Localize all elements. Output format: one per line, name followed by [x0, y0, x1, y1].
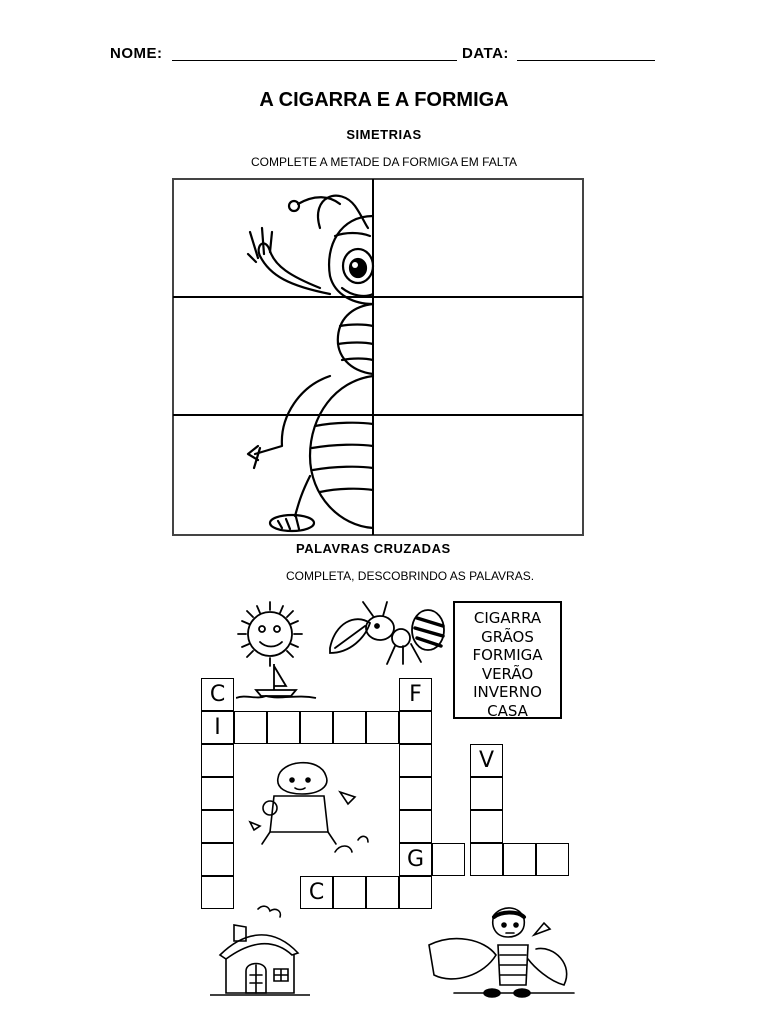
crossword-cell[interactable] — [399, 744, 432, 777]
clue-letter-c: C — [209, 681, 226, 707]
crossword-cell[interactable] — [470, 810, 503, 843]
crossword-cell[interactable] — [201, 711, 234, 744]
crossword-cell[interactable] — [333, 876, 366, 909]
crossword-cell[interactable] — [399, 843, 432, 876]
crossword-cell[interactable] — [399, 777, 432, 810]
crossword-cell[interactable] — [333, 711, 366, 744]
crossword-cell[interactable] — [201, 843, 234, 876]
clue-letter-v: V — [478, 747, 495, 773]
symmetry-grid — [170, 176, 586, 538]
half-ant-drawing — [248, 196, 373, 531]
crossword-instruction: COMPLETA, DESCOBRINDO AS PALAVRAS. — [286, 569, 535, 583]
crossword-cell[interactable] — [470, 777, 503, 810]
crossword-cell[interactable] — [399, 711, 432, 744]
ant-icon — [325, 598, 447, 670]
symmetry-heading: SIMETRIAS — [346, 127, 422, 142]
crossword-cell[interactable] — [201, 876, 234, 909]
cicada-icon — [424, 905, 579, 1000]
crossword-cell[interactable] — [201, 810, 234, 843]
crossword-cell[interactable] — [470, 744, 503, 777]
crossword-cell[interactable] — [503, 843, 536, 876]
crossword-cell[interactable] — [267, 711, 300, 744]
crossword-cell[interactable] — [399, 810, 432, 843]
crossword-cell[interactable] — [201, 744, 234, 777]
name-label: NOME: — [110, 45, 163, 62]
crossword-cell[interactable] — [300, 876, 333, 909]
word-list-item: VERÃO — [481, 664, 534, 683]
crossword-cell[interactable] — [399, 876, 432, 909]
crossword-cell[interactable] — [234, 711, 267, 744]
clue-letter-c-bottom: C — [308, 879, 325, 905]
word-list-box — [453, 601, 562, 719]
crossword-cell[interactable] — [366, 876, 399, 909]
crossword-cell[interactable] — [201, 777, 234, 810]
grid-lines — [173, 179, 583, 535]
girl-with-doll-icon — [240, 752, 375, 867]
crossword-cell[interactable] — [536, 843, 569, 876]
page-title: A CIGARRA E A FORMIGA — [259, 89, 509, 111]
boat-icon — [236, 660, 326, 700]
clue-letter-i: I — [214, 714, 221, 740]
crossword-cell[interactable] — [470, 843, 503, 876]
word-list-item: INVERNO — [473, 683, 542, 701]
crossword-cell[interactable] — [300, 711, 333, 744]
house-icon — [210, 905, 310, 1000]
word-list-item: CIGARRA — [473, 609, 542, 627]
clue-letter-g: G — [406, 846, 425, 872]
crossword-heading: PALAVRAS CRUZADAS — [296, 541, 451, 556]
word-list-item: GRÃOS — [481, 627, 534, 646]
symmetry-instruction: COMPLETE A METADE DA FORMIGA EM FALTA — [250, 155, 518, 169]
date-label: DATA: — [462, 45, 509, 62]
clue-letter-f: F — [409, 681, 422, 707]
crossword-cell[interactable] — [201, 678, 234, 711]
name-field-line[interactable] — [172, 60, 457, 61]
crossword-cell[interactable] — [432, 843, 465, 876]
crossword-cell[interactable] — [399, 678, 432, 711]
crossword-cell[interactable] — [366, 711, 399, 744]
word-list-item: CASA — [487, 701, 528, 720]
date-field-line[interactable] — [517, 60, 655, 61]
word-list-item: FORMIGA — [472, 646, 543, 664]
